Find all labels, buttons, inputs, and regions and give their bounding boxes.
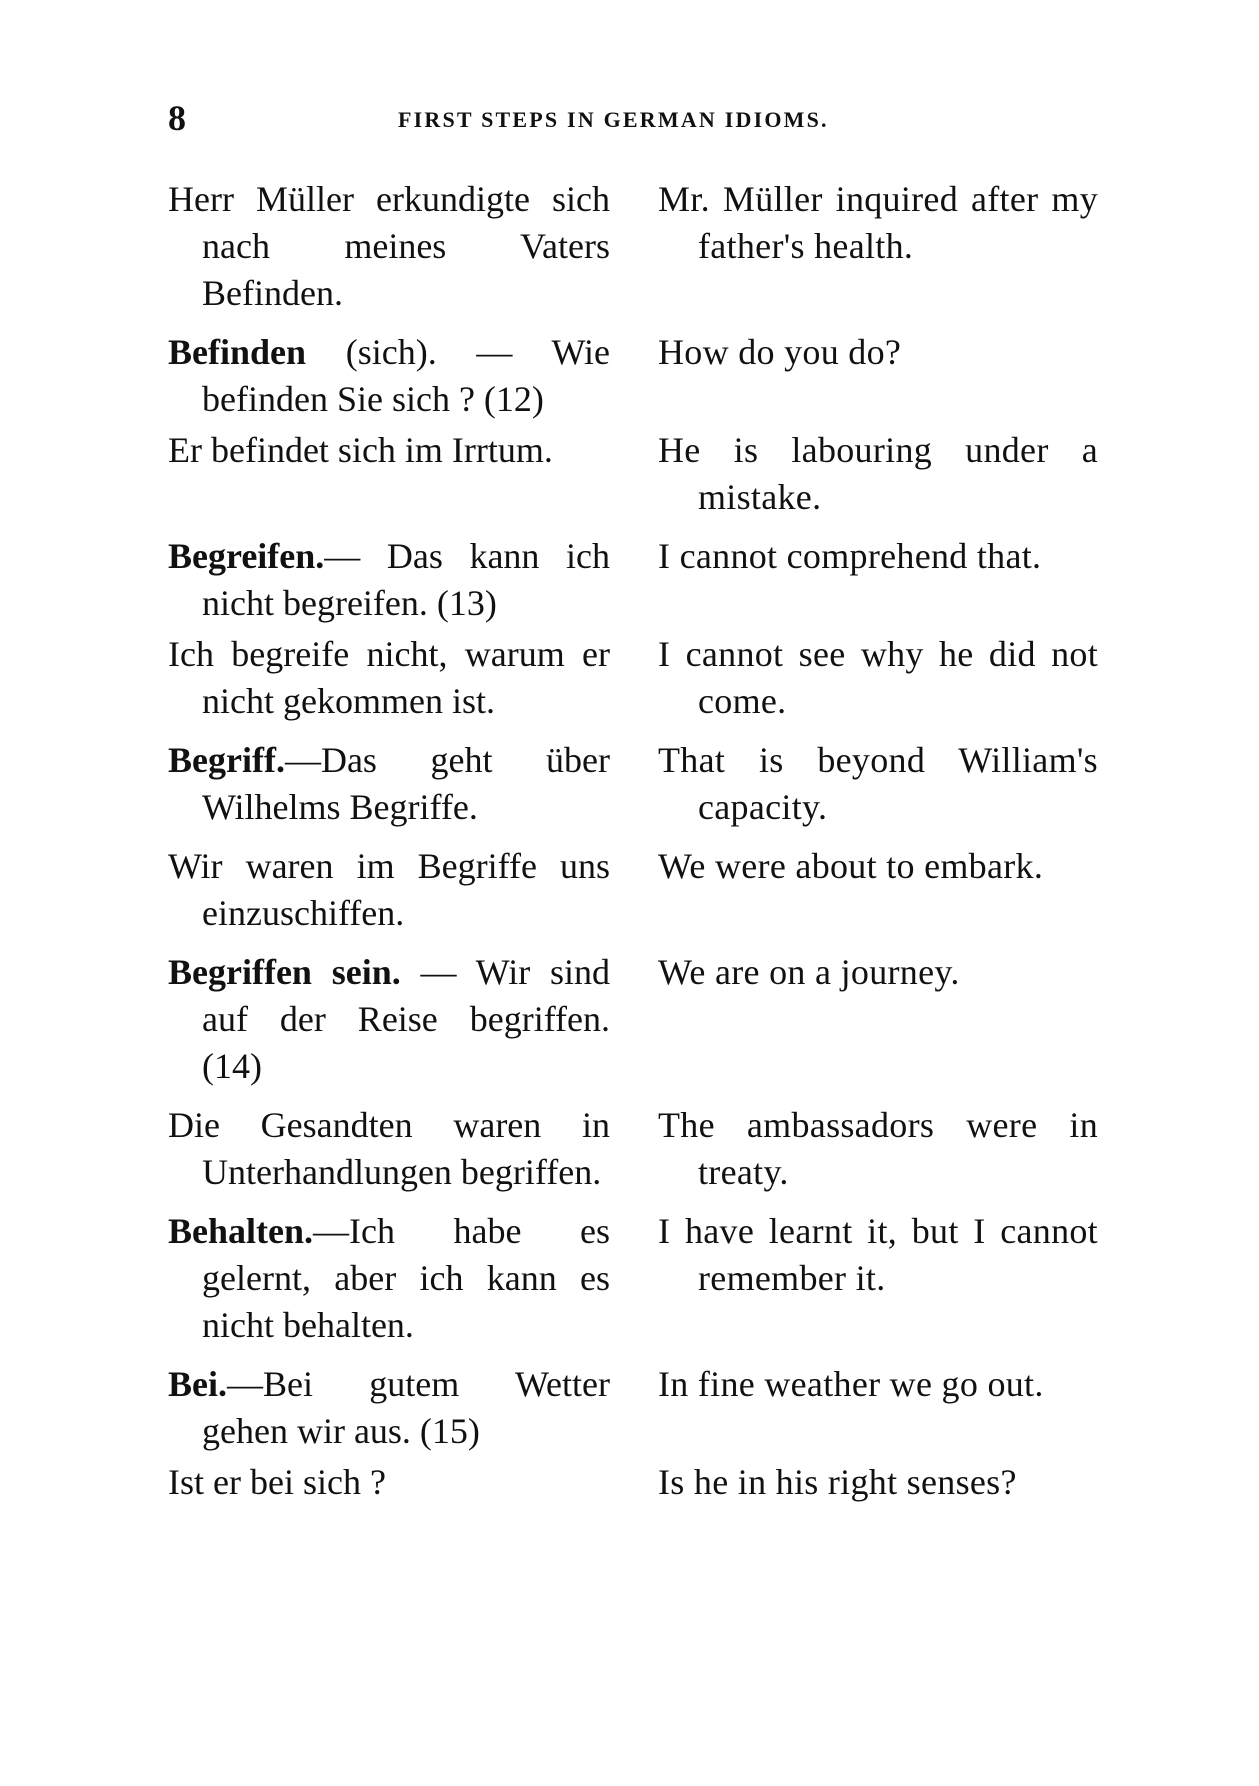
german-phrase: Ich begreife nicht, warum er nicht gekommen ist. (168, 634, 610, 721)
german-phrase: —Bei gutem Wetter gehen wir aus. (15) (202, 1364, 610, 1451)
german-text (168, 631, 610, 725)
german-phrase: — Wir sind auf der Reise begriffen. (14) (202, 952, 610, 1086)
entry-row (168, 1459, 1098, 1506)
german-phrase: Er befindet sich im Irrtum. (168, 430, 553, 470)
page-header (168, 98, 1099, 150)
german-text (168, 1361, 610, 1455)
english-translation: How do you do? (658, 332, 902, 372)
entry-row (168, 176, 1098, 317)
headword: Befinden (168, 332, 307, 372)
entry-row (168, 329, 1098, 423)
english-translation: Mr. Müller inquired after my father's health. (658, 179, 1098, 266)
entry-row (168, 949, 1098, 1090)
entry-row (168, 533, 1098, 627)
headword: Begriffen sein. (168, 952, 401, 992)
german-text (168, 533, 610, 627)
german-phrase: Die Gesandten waren in Unterhandlungen begriffen. (168, 1105, 610, 1192)
german-text (168, 427, 610, 521)
entry-row (168, 631, 1098, 725)
german-phrase: —Das geht über Wilhelms Begriffe. (202, 740, 610, 827)
entry-row (168, 843, 1098, 937)
german-phrase: — Das kann ich nicht begreifen. (13) (202, 536, 610, 623)
german-phrase: (sich). — Wie befinden Sie sich ? (12) (202, 332, 610, 419)
german-text (168, 1208, 610, 1349)
german-phrase: Herr Müller erkundigte sich nach meines Vaters Befinden. (168, 179, 610, 313)
german-text (168, 329, 610, 423)
headword: Begreifen. (168, 536, 325, 576)
english-translation: He is labouring under a mistake. (658, 430, 1098, 517)
german-phrase: Ist er bei sich ? (168, 1462, 386, 1502)
german-text (168, 843, 610, 937)
english-translation: I cannot comprehend that. (658, 536, 1042, 576)
english-translation: We were about to embark. (658, 846, 1044, 886)
german-phrase: Wir waren im Begriffe uns einzuschiffen. (168, 846, 610, 933)
german-phrase: —Ich habe es gelernt, aber ich kann es nicht behalten. (202, 1211, 610, 1345)
english-translation: The ambassadors were in treaty. (658, 1105, 1098, 1192)
idiom-entries (168, 176, 1098, 1518)
entry-row (168, 1361, 1098, 1455)
english-translation: Is he in his right senses? (658, 1462, 1017, 1502)
entry-row (168, 737, 1098, 831)
headword: Behalten. (168, 1211, 314, 1251)
german-text (168, 1102, 610, 1196)
german-text (168, 176, 610, 317)
english-translation: I have learnt it, but I cannot remember it. (658, 1211, 1098, 1298)
german-text (168, 737, 610, 831)
english-translation: We are on a journey. (658, 952, 960, 992)
german-text (168, 949, 610, 1090)
english-translation: In fine weather we go out. (658, 1364, 1044, 1404)
entry-row (168, 1208, 1098, 1349)
english-translation: I cannot see why he did not come. (658, 634, 1098, 721)
german-text (168, 1459, 610, 1506)
english-translation: That is beyond William's capacity. (658, 740, 1098, 827)
running-title: FIRST STEPS IN GERMAN IDIOMS. (398, 107, 829, 132)
headword: Bei. (168, 1364, 227, 1404)
entry-row (168, 1102, 1098, 1196)
page-number: 8 (168, 98, 186, 138)
headword: Begriff. (168, 740, 285, 780)
entry-row (168, 427, 1098, 521)
